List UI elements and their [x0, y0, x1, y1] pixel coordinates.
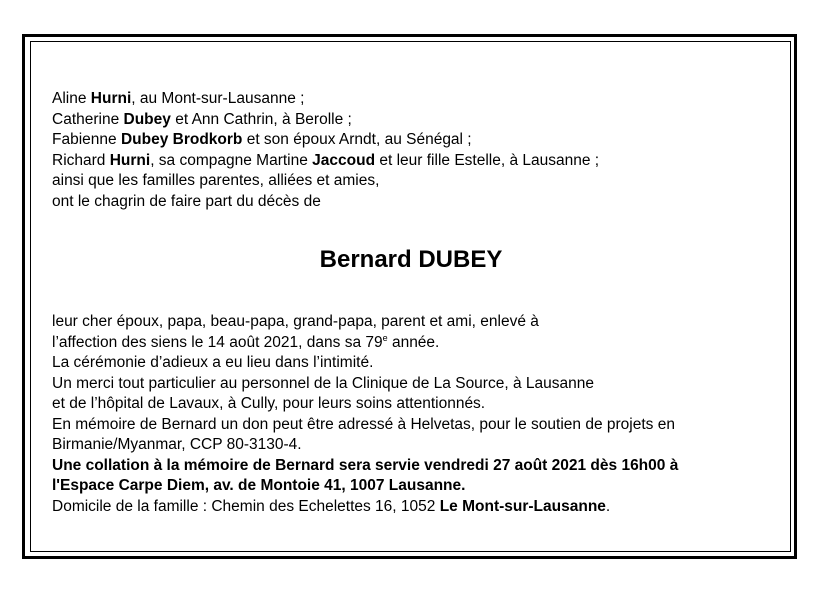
family-line: Richard Hurni, sa compagne Martine Jaccoud et leur fille Estelle, à Lausanne ; — [52, 151, 600, 169]
body-line: Un merci tout particulier au personnel de la Clinique de La Source, à Lausanne — [52, 374, 594, 392]
family-line: Catherine Dubey et Ann Cathrin, à Berolle ; — [52, 110, 352, 128]
body-line: leur cher époux, papa, beau-papa, grand-papa, parent et ami, enlevé à — [52, 313, 539, 330]
collation-line: l'Espace Carpe Diem, av. de Montoie 41, 1007 Lausanne. — [52, 477, 466, 494]
body-line: La cérémonie d’adieux a eu lieu dans l’intimité. — [52, 354, 374, 371]
family-list — [52, 89, 599, 212]
family-line: Fabienne Dubey Brodkorb et son époux Arndt, au Sénégal ; — [52, 131, 472, 148]
deceased-name: Bernard DUBEY — [319, 246, 503, 273]
announcement-line: ont le chagrin de faire part du décès de — [52, 192, 321, 210]
notice-body — [52, 312, 678, 517]
body-line: En mémoire de Bernard un don peut être adressé à Helvetas, pour le soutien de projets en — [52, 415, 675, 433]
body-line: et de l’hôpital de Lavaux, à Cully, pour leurs soins attentionnés. — [52, 395, 486, 412]
body-line: Birmanie/Myanmar, CCP 80-3130-4. — [52, 436, 302, 453]
family-line: Aline Hurni, au Mont-sur-Lausanne ; — [52, 90, 305, 107]
body-line: l’affection des siens le 14 août 2021, dans sa 79e année. — [52, 332, 440, 351]
collation-line: Une collation à la mémoire de Bernard sera servie vendredi 27 août 2021 dès 16h00 à — [52, 456, 679, 474]
relatives-line: ainsi que les familles parentes, alliées et amies, — [52, 172, 380, 189]
domicile-line: Domicile de la famille : Chemin des Echelettes 16, 1052 Le Mont-sur-Lausanne. — [52, 497, 611, 515]
